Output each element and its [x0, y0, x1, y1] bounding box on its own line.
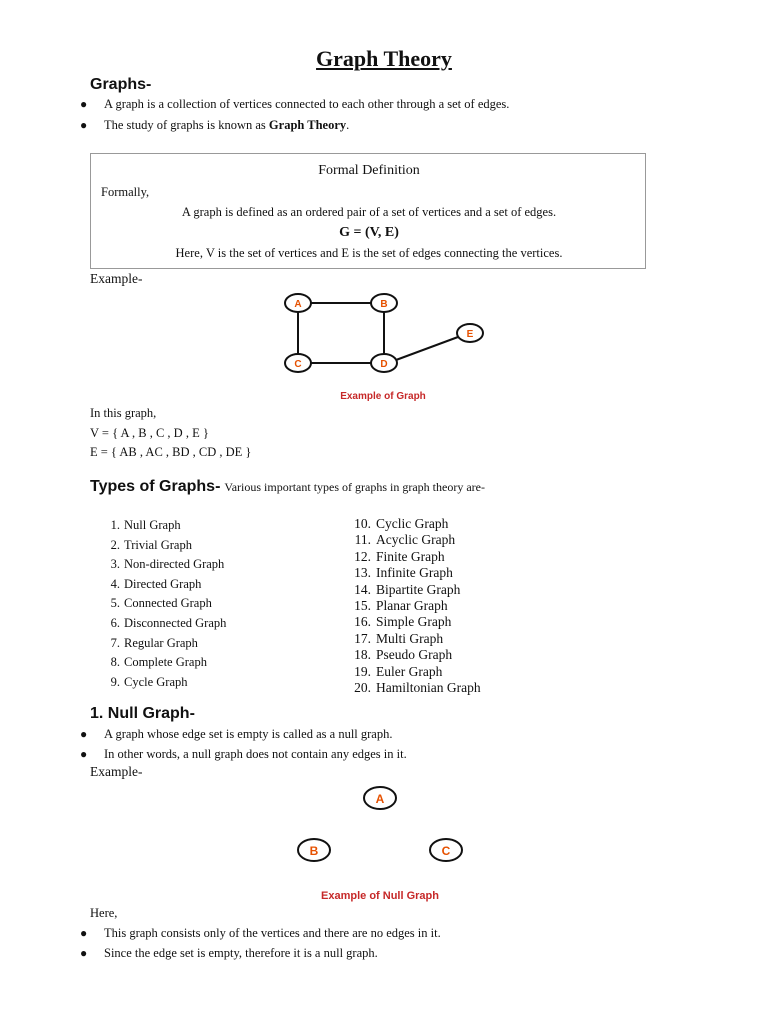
list-item: 14. Bipartite Graph	[354, 581, 461, 597]
list-item: 7. Regular Graph	[110, 635, 198, 650]
types-list-col2	[353, 516, 481, 696]
null-graph-bullet-2-text: In other words, a null graph does not contain any edges in it.	[104, 747, 407, 761]
null-graph-heading: 1. Null Graph-	[90, 705, 195, 722]
bullet-dot: ●	[80, 946, 88, 960]
graphs-bullet-1	[80, 97, 510, 112]
list-item: 17. Multi Graph	[354, 630, 444, 646]
list-item: 13. Infinite Graph	[354, 565, 453, 581]
list-item: 3. Non-directed Graph	[110, 557, 225, 572]
node-c	[285, 354, 311, 372]
node-a	[285, 294, 311, 312]
null-node-a	[364, 787, 396, 809]
definition-title: Formal Definition	[318, 163, 420, 178]
null-graph-caption: Example of Null Graph	[321, 890, 439, 902]
list-item: 20. Hamiltonian Graph	[354, 680, 481, 696]
list-item: 15. Planar Graph	[354, 598, 448, 614]
null-example-label: Example-	[90, 764, 143, 779]
graphs-heading: Graphs-	[90, 76, 152, 93]
null-node-c	[430, 839, 462, 861]
types-heading: Types of Graphs-	[90, 478, 221, 495]
graphs-bullet-2-suffix: .	[346, 118, 350, 132]
edge-de	[396, 337, 458, 360]
null-graph-bullet-4-text: Since the edge set is empty, therefore it is a null graph.	[104, 946, 378, 960]
list-item: 4. Directed Graph	[110, 576, 202, 591]
list-item: 12. Finite Graph	[354, 548, 445, 564]
node-e	[457, 324, 483, 342]
null-graph-bullet-1-text: A graph whose edge set is empty is called as a null graph.	[104, 727, 393, 741]
node-d-label: D	[380, 359, 388, 370]
node-e-label: E	[466, 329, 474, 340]
node-a-label: A	[294, 299, 302, 310]
list-item: 8. Complete Graph	[110, 655, 207, 670]
node-b	[371, 294, 397, 312]
null-node-a-label: A	[375, 792, 385, 806]
list-item: 6. Disconnected Graph	[110, 615, 227, 630]
node-c-label: C	[294, 359, 302, 370]
graph-caption: Example of Graph	[340, 391, 426, 402]
graphs-bullet-1-text: A graph is a collection of vertices connected to each other through a set of edges.	[104, 97, 510, 111]
list-item: 1. Null Graph	[110, 518, 181, 532]
node-d	[371, 354, 397, 372]
null-node-b-label: B	[309, 844, 319, 858]
vertex-set: V = { A , B , C , D , E }	[90, 426, 209, 440]
definition-line-1: A graph is defined as an ordered pair of a set of vertices and a set of edges.	[181, 205, 557, 219]
types-list-col1	[96, 516, 226, 692]
null-graph-bullet-4	[80, 946, 378, 961]
list-item: 19. Euler Graph	[354, 663, 443, 679]
bullet-dot: ●	[80, 97, 88, 111]
example-label: Example-	[90, 271, 143, 286]
definition-formally: Formally,	[101, 185, 150, 199]
null-graph-bullet-2	[80, 747, 407, 762]
null-graph-bullet-3-text: This graph consists only of the vertices and there are no edges in it.	[104, 926, 441, 940]
list-item: 10. Cyclic Graph	[354, 516, 449, 531]
page-title: Graph Theory	[316, 46, 452, 71]
bullet-dot: ●	[80, 747, 88, 761]
node-b-label: B	[380, 299, 388, 310]
null-graph-bullet-1	[80, 727, 393, 742]
null-graph-here: Here,	[90, 906, 118, 920]
types-heading-row	[90, 478, 485, 496]
list-item: 5. Connected Graph	[110, 596, 212, 611]
null-node-c-label: C	[441, 844, 451, 858]
bullet-dot: ●	[80, 118, 88, 132]
list-item: 18. Pseudo Graph	[354, 647, 453, 663]
edge-set: E = { AB , AC , BD , CD , DE }	[90, 445, 252, 459]
list-item: 16. Simple Graph	[354, 614, 452, 630]
definition-formula: G = (V, E)	[339, 225, 399, 240]
graphs-bullet-2	[80, 118, 350, 133]
list-item: 9. Cycle Graph	[110, 674, 188, 689]
list-item: 11. Acyclic Graph	[354, 532, 456, 548]
bullet-dot: ●	[80, 926, 88, 940]
bullet-dot: ●	[80, 727, 88, 741]
list-item: 2. Trivial Graph	[110, 537, 192, 552]
graph-intro: In this graph,	[90, 406, 157, 420]
definition-line-2: Here, V is the set of vertices and E is the set of edges connecting the vertices.	[175, 246, 563, 260]
null-node-b	[298, 839, 330, 861]
graphs-bullet-2-bold: Graph Theory	[268, 118, 347, 132]
null-graph-bullet-3	[80, 926, 441, 941]
types-subtitle: Various important types of graphs in graph theory are-	[224, 480, 485, 494]
graphs-bullet-2-prefix: The study of graphs is known as	[104, 118, 269, 132]
formal-definition-box	[90, 153, 646, 269]
null-graph-diagram	[290, 783, 470, 868]
